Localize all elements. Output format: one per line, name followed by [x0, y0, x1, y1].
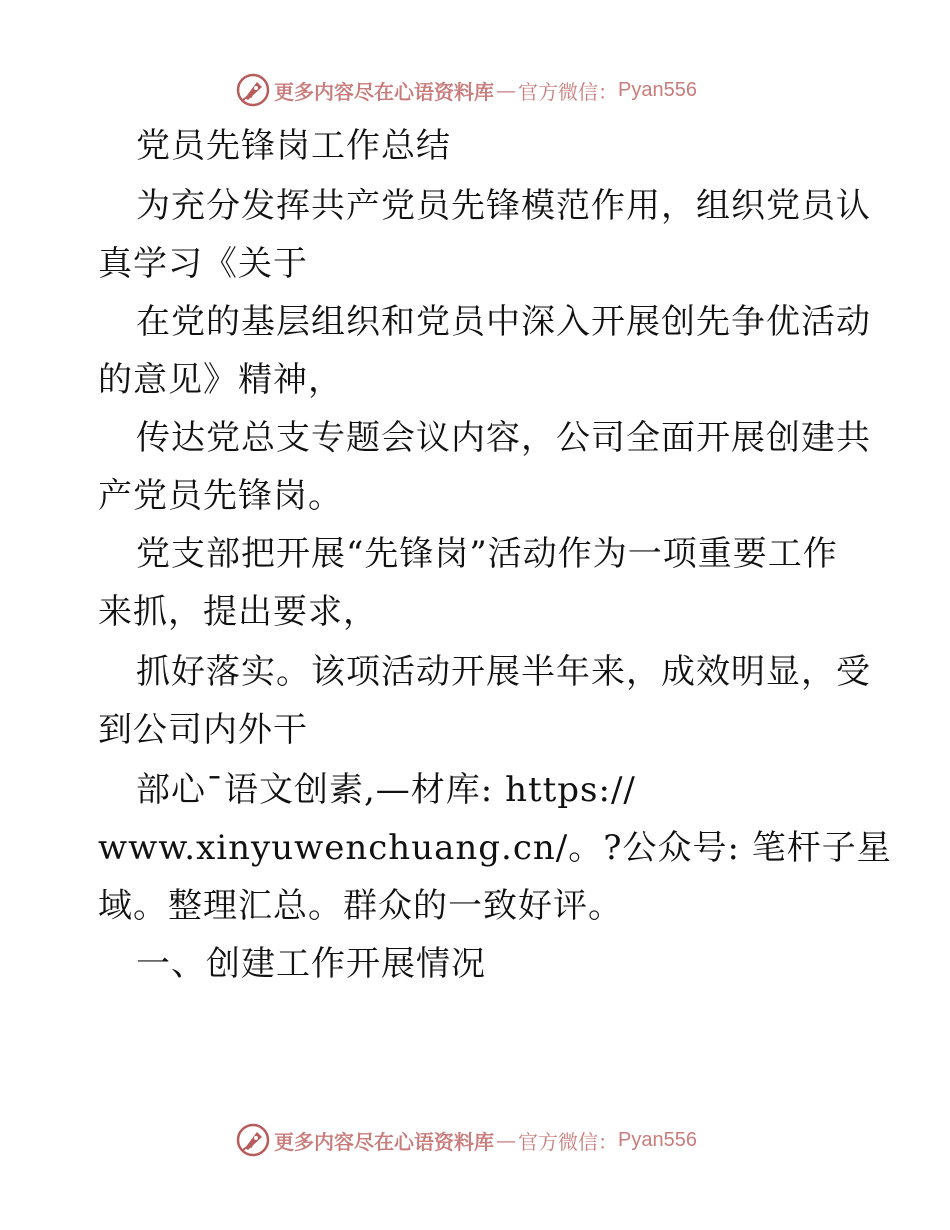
watermark-wechat-id: Pyan556 — [618, 1128, 697, 1151]
paragraph-line: 的意见》精神， — [98, 360, 343, 400]
paragraph-line: 域。整理汇总。群众的一致好评。 — [98, 886, 623, 926]
paragraph-line: 抓好落实。该项活动开展半年来，成效明显，受 — [136, 652, 871, 692]
document-title: 党员先锋岗工作总结 — [136, 126, 451, 166]
paragraph-line: 产党员先锋岗。 — [98, 476, 343, 516]
watermark-brand-text: 更多内容尽在心语资料库 — [274, 79, 494, 104]
paragraph-line: 党支部把开展“先锋岗”活动作为一项重要工作 — [136, 534, 838, 574]
watermark-official-label: 官方微信： — [518, 79, 618, 104]
section-heading: 一、创建工作开展情况 — [136, 944, 486, 984]
paragraph-line: 来抓，提出要求， — [98, 592, 378, 632]
watermark-official-label: 官方微信： — [518, 1129, 618, 1154]
paragraph-line: 部心¯语文创素,—材库: https:// — [136, 770, 636, 810]
header-watermark — [236, 70, 697, 110]
paragraph-line: 在党的基层组织和党员中深入开展创先争优活动 — [136, 302, 871, 342]
paragraph-line: 为充分发挥共产党员先锋模范作用，组织党员认 — [136, 186, 871, 226]
footer-watermark — [236, 1120, 697, 1160]
pen-nib-logo-icon — [236, 1123, 270, 1157]
pen-nib-logo-icon — [236, 73, 270, 107]
paragraph-line: 真学习《关于 — [98, 244, 308, 284]
watermark-dash: — — [496, 78, 516, 102]
paragraph-line: 传达党总支专题会议内容，公司全面开展创建共 — [136, 418, 871, 458]
paragraph-line: 到公司内外干 — [98, 710, 308, 750]
paragraph-line: www.xinyuwenchuang.cn/。?公众号: 笔杆子星 — [98, 828, 892, 868]
watermark-brand-text: 更多内容尽在心语资料库 — [274, 1129, 494, 1154]
watermark-dash: — — [496, 1128, 516, 1152]
watermark-wechat-id: Pyan556 — [618, 78, 697, 101]
